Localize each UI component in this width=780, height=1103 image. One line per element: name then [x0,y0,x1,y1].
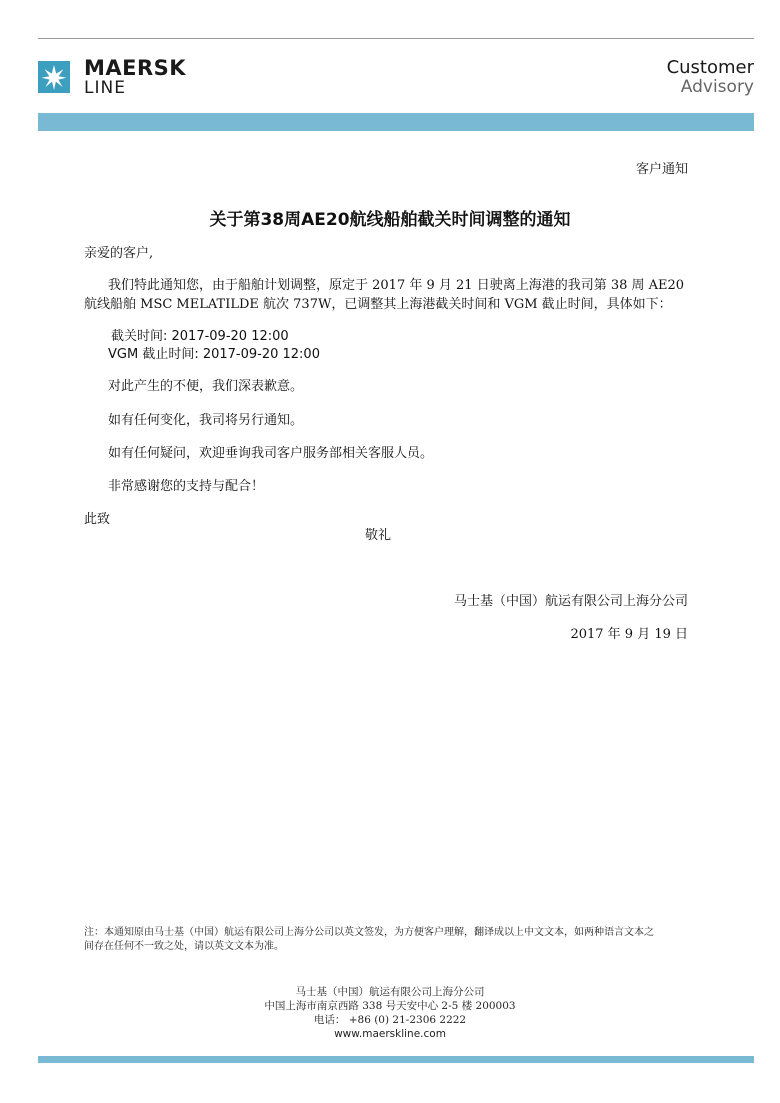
maersk-logo [84,58,186,97]
advisory-line2: Advisory [680,76,754,97]
body-para1-line1: 我们特此通知您，由于船舶计划调整，原定于 2017 年 9 月 21 日驶离上海港的我司第 38 周 AE20 [108,278,685,293]
footnote-line1: 注：本通知原由马士基（中国）航运有限公司上海分公司以英文签发，为方便客户理解，翻译成以上中文文本，如两种语言文本之 [84,927,654,938]
footnote-line2: 间存在任何不一致之处，请以英文文本为准。 [84,941,284,952]
footer-address: 中国上海市南京西路 338 号天安中心 2-5 楼 200003 [264,1000,516,1012]
body-para1-line2: 航线船舶 MSC MELATILDE 航次 737W，已调整其上海港截关时间和 VGM 截止时间，具体如下： [84,297,672,312]
customer-advisory-heading [667,58,754,96]
maersk-star-icon [38,61,70,93]
footnote [84,926,684,954]
advisory-line1: Customer [666,57,754,78]
greeting: 亲爱的客户, [84,246,154,261]
contact-text: 如有任何疑问，欢迎垂询我司客户服务部相关客服人员。 [108,446,434,461]
closing-jingli: 敬礼 [365,528,392,543]
footer-band [38,1056,754,1063]
closing-cizhi: 此致 [84,512,111,527]
change-text: 如有任何变化，我司将另行通知。 [108,413,304,428]
notice-label: 客户通知 [635,162,688,177]
apology-text: 对此产生的不便，我们深表歉意。 [108,379,304,394]
footer-phone: 电话： +86 (0) 21-2306 2222 [313,1014,467,1026]
footer [0,985,780,1041]
thanks-text: 非常感谢您的支持与配合！ [108,479,265,494]
cutoff-time: 截关时间: 2017-09-20 12:00 [111,329,289,344]
document-title: 关于第38周AE20航线船舶截关时间调整的通知 [209,210,571,230]
footer-website-link[interactable]: www.maerskline.com [334,1028,446,1040]
vgm-cutoff-time: VGM 截止时间: 2017-09-20 12:00 [108,347,320,362]
footer-company: 马士基（中国）航运有限公司上海分公司 [295,986,485,998]
header-band [38,113,754,131]
logo-line-line: LINE [84,78,126,98]
header-rule [38,38,754,39]
logo-line-maersk: MAERSK [84,56,187,80]
signature-company: 马士基（中国）航运有限公司上海分公司 [453,594,688,609]
signature-date: 2017 年 9 月 19 日 [570,627,688,642]
